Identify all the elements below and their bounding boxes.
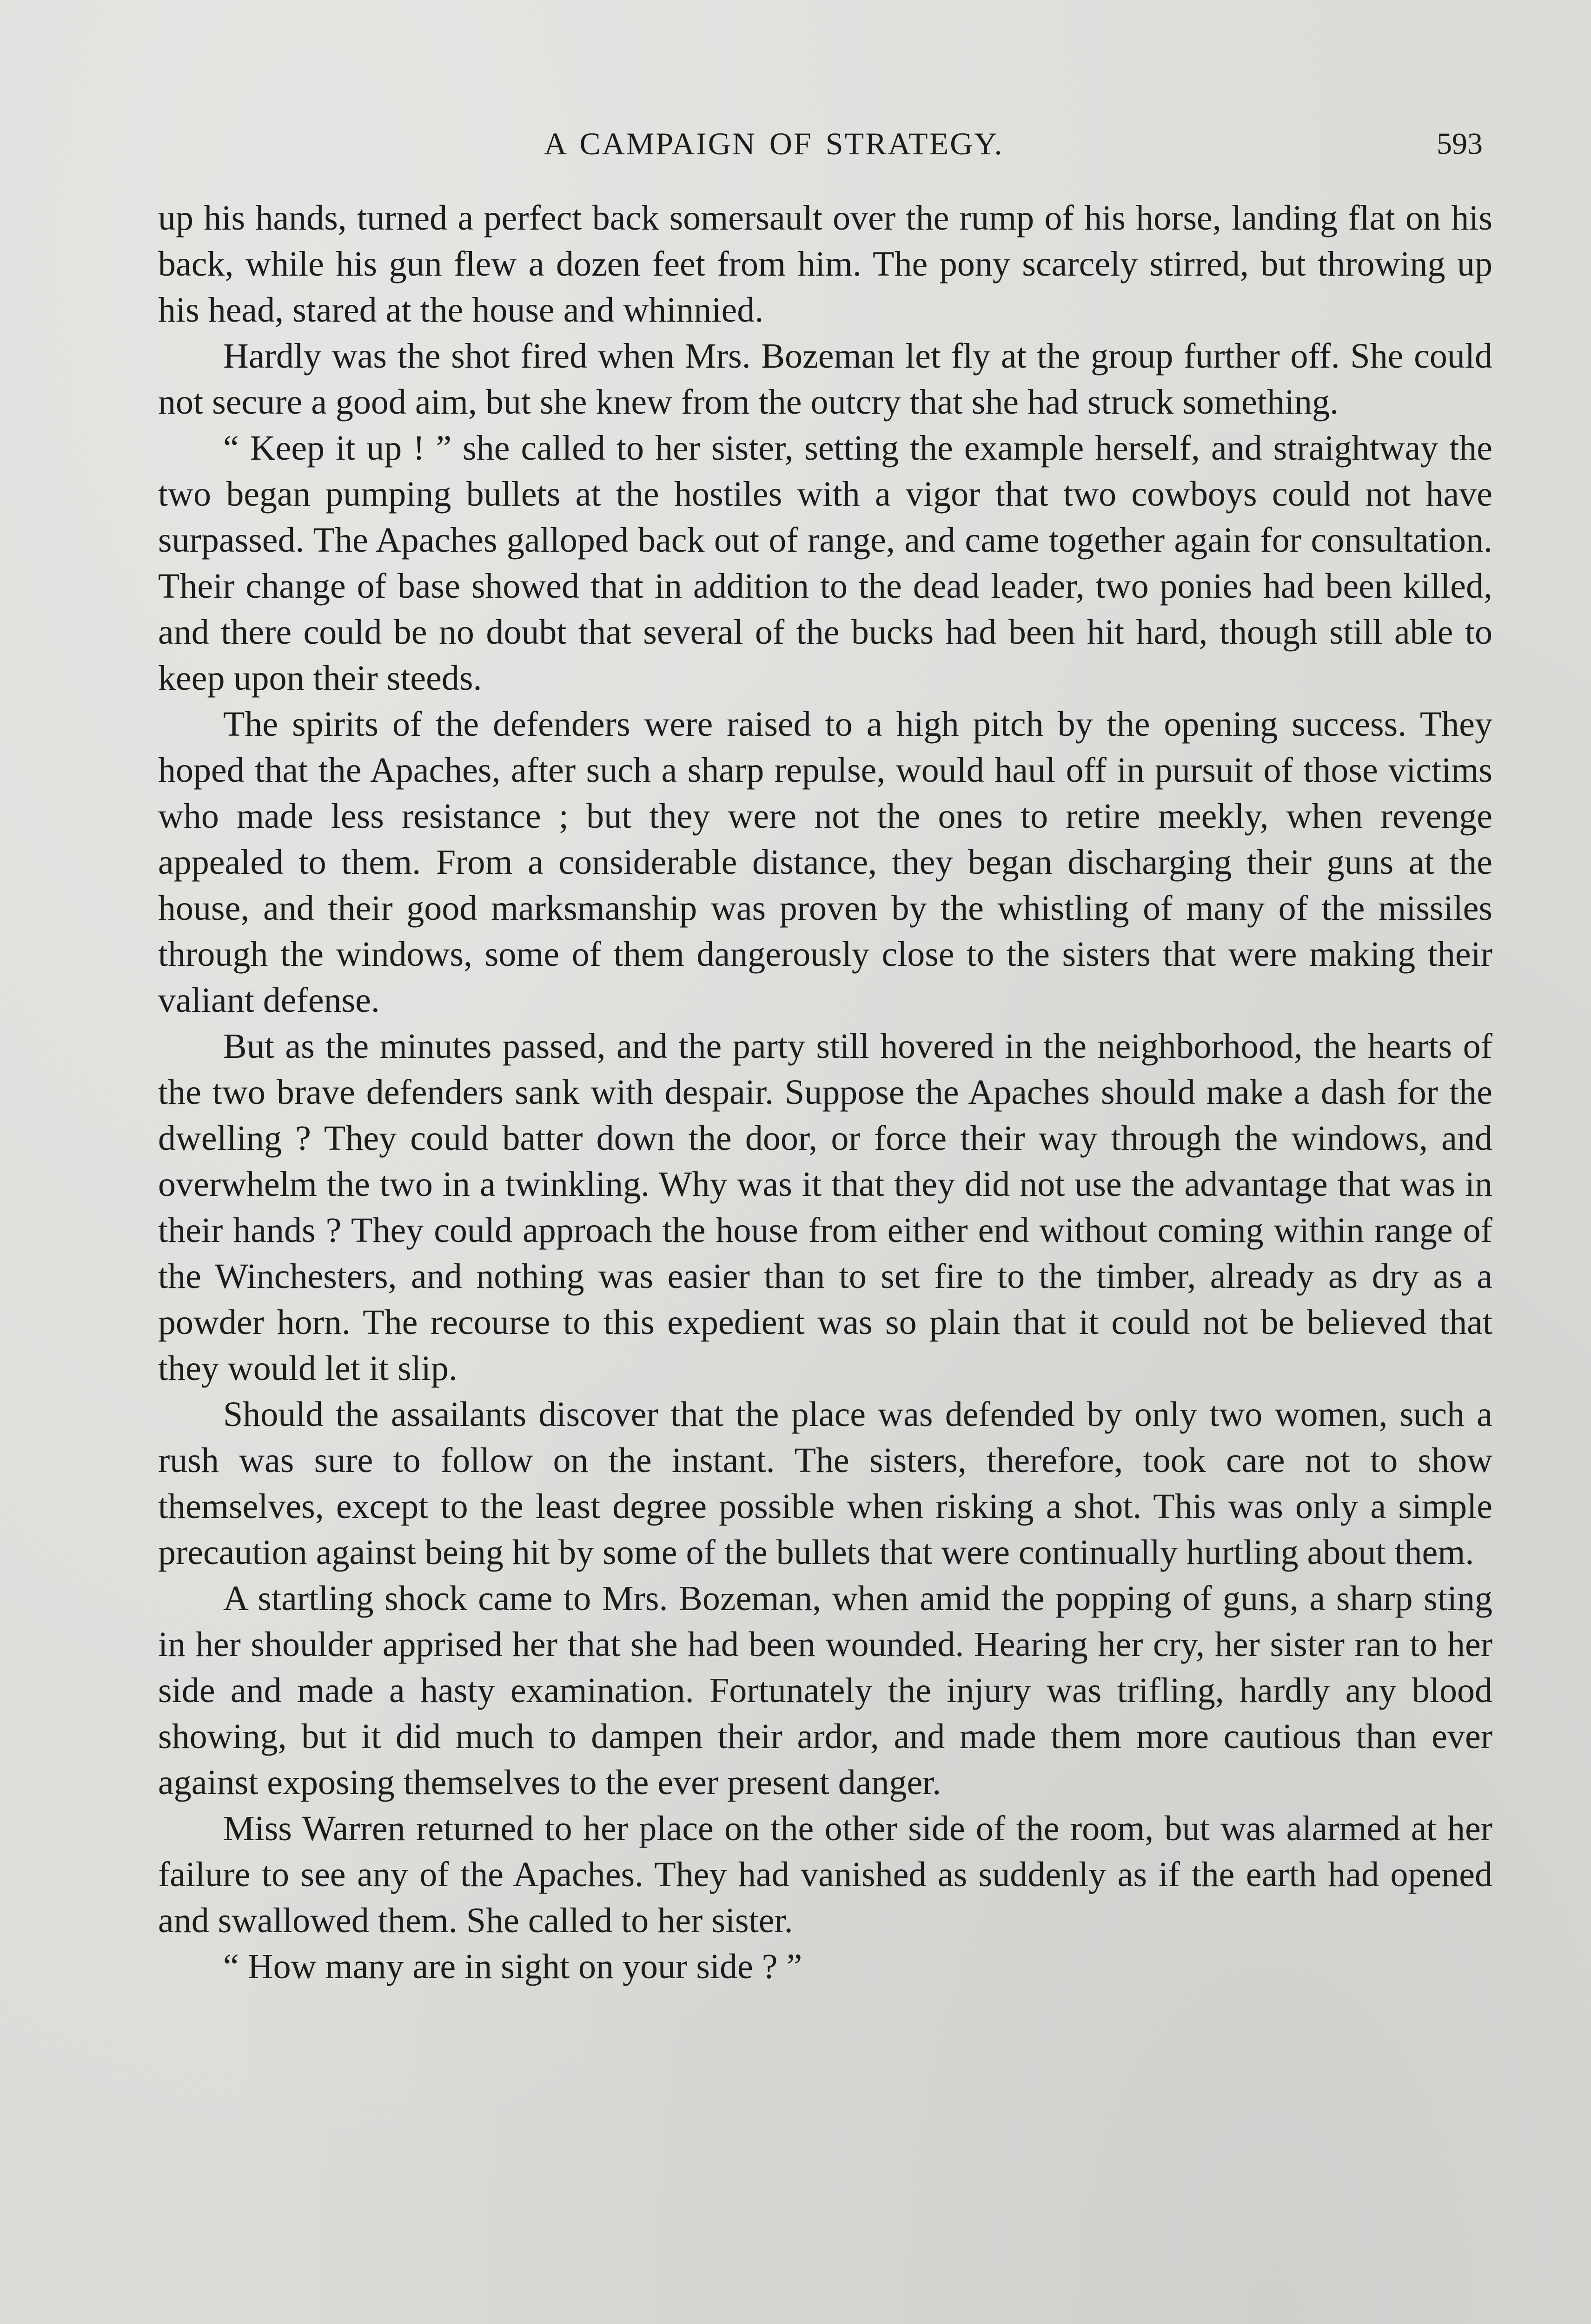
paragraph: up his hands, turned a perfect back somersault over the rump of his horse, landing flat on his back, while his gun flew a dozen feet from him. The pony scarcely stirred, but throwing up his head, stared at the house and whinnied. <box>158 198 1492 330</box>
body-text <box>158 195 1492 1990</box>
paragraph: Should the assailants discover that the place was defended by only two women, such a rush was sure to follow on the instant. The sisters, therefore, took care not to show themselves, except to the least degree possible when risking a shot. This was only a simple precaution against being hit by some of the bullets that were continually hurtling about them. <box>158 1395 1492 1572</box>
paragraph: “ Keep it up ! ” she called to her sister, setting the example herself, and straightway the two began pumping bullets at the hostiles with a vigor that two cowboys could not have surpassed. The Apaches galloped back out of range, and came together again for consultation. Their change of base showed that in addition to the dead leader, two ponies had been killed, and there could be no doubt that several of the bucks had been hit hard, though still able to keep upon their steeds. <box>158 429 1492 698</box>
paragraph: Hardly was the shot fired when Mrs. Bozeman let fly at the group further off. She could not secure a good aim, but she knew from the outcry that she had struck something. <box>158 337 1492 422</box>
paragraph: “ How many are in sight on your side ? ” <box>223 1947 802 1986</box>
paragraph: But as the minutes passed, and the party still hovered in the neighborhood, the hearts of the two brave defenders sank with despair. Suppose the Apaches should make a dash for the dwelling ? They could batter down the door, or force their way through the windows, and overwhelm the two in a twinkling. Why was it that they did not use the advantage that was in their hands ? They could approach the house from either end without coming within range of the Winchesters, and nothing was easier than to set fire to the timber, already as dry as a powder horn. The recourse to this expedient was so plain that it could not be believed that they would let it slip. <box>158 1027 1492 1388</box>
page-number: 593 <box>1437 127 1483 161</box>
running-header: A CAMPAIGN OF STRATEGY. <box>544 126 1004 161</box>
paragraph: The spirits of the defenders were raised to a high pitch by the opening success. They hoped that the Apaches, after such a sharp repulse, would haul off in pursuit of those victims who made less resistance ; but they were not the ones to retire meekly, when revenge appealed to them. From a considerable distance, they began discharging their guns at the house, and their good marksmanship was proven by the whistling of many of the missiles through the windows, some of them dangerously close to the sisters that were making their valiant defense. <box>158 705 1492 1020</box>
paragraph: Miss Warren returned to her place on the other side of the room, but was alarmed at her failure to see any of the Apaches. They had vanished as suddenly as if the earth had opened and swallowed them. She called to her sister. <box>158 1809 1492 1940</box>
paragraph: A startling shock came to Mrs. Bozeman, when amid the popping of guns, a sharp sting in her shoulder apprised her that she had been wounded. Hearing her cry, her sister ran to her side and made a hasty examination. Fortunately the injury was trifling, hardly any blood showing, but it did much to dampen their ardor, and made them more cautious than ever against exposing themselves to the ever present danger. <box>158 1579 1492 1802</box>
